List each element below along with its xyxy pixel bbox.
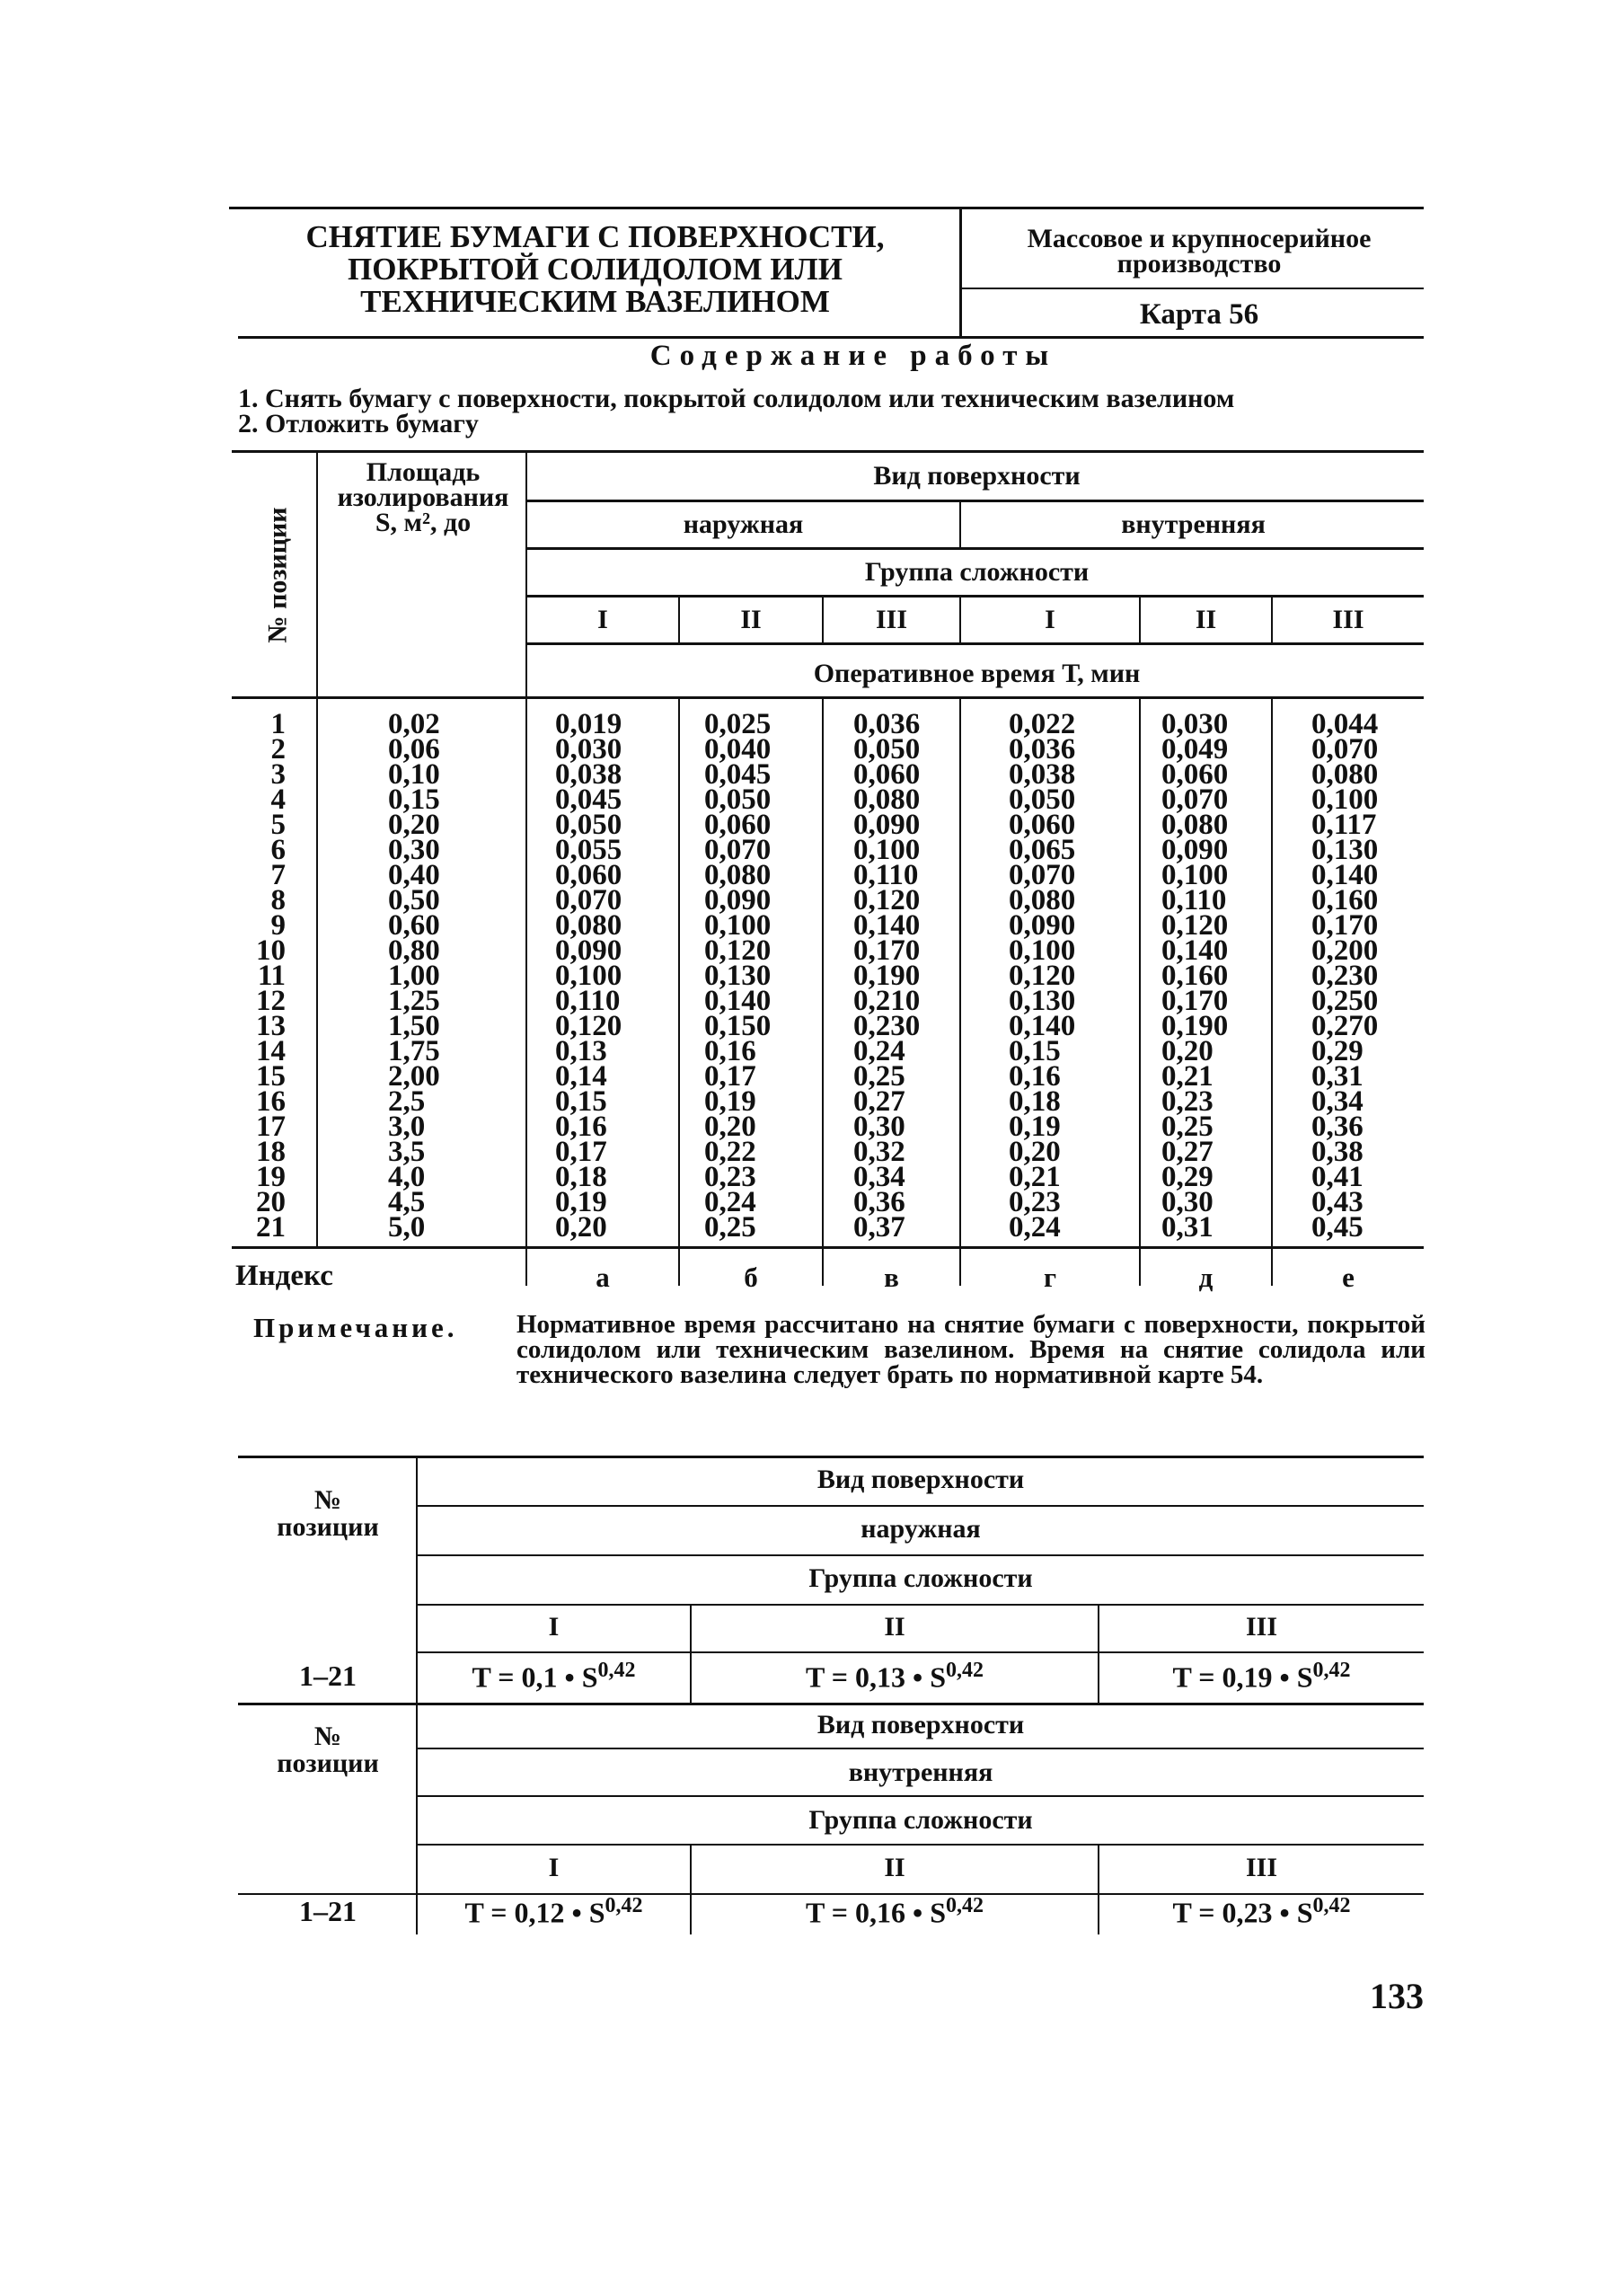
table-cell: 0,110	[555, 985, 621, 1017]
table-cell: 2	[270, 733, 286, 766]
table1-top-rule	[232, 450, 1424, 453]
table2-outer-label: наружная	[861, 1514, 981, 1544]
table2-pos-header-1: № позиции	[277, 1485, 379, 1542]
rule-groups	[525, 595, 1424, 598]
table-cell: 0,022	[1009, 708, 1076, 740]
table-cell: 0,120	[853, 884, 921, 916]
table-cell: 0,200	[1311, 934, 1379, 967]
index-a: а	[596, 1261, 610, 1293]
formula-outer-3: T = 0,19 • S$^{0,42}$	[1172, 1659, 1351, 1694]
table-cell: 0,090	[1161, 834, 1229, 866]
table-cell: 0,19	[704, 1085, 756, 1118]
group-outer-1: I	[597, 605, 608, 634]
formula-inner-3: T = 0,23 • S$^{0,42}$	[1172, 1894, 1351, 1929]
formula-outer-1: T = 0,1 • S$^{0,42}$	[472, 1659, 636, 1694]
table-cell: 0,31	[1311, 1060, 1364, 1093]
table-cell: 0,044	[1311, 708, 1379, 740]
table-cell: 0,17	[555, 1136, 607, 1168]
table-cell: 0,170	[1311, 909, 1379, 942]
table-cell: 0,060	[1161, 758, 1229, 791]
table-cell: 0,20	[555, 1211, 607, 1244]
index-b: б	[744, 1261, 758, 1293]
table-cell: 0,23	[1161, 1085, 1214, 1118]
table-cell: 0,24	[704, 1186, 756, 1218]
vline-outer-inner	[959, 500, 961, 547]
table-cell: 0,270	[1311, 1010, 1379, 1042]
table2-group-3b: III	[1245, 1853, 1278, 1882]
table-cell: 0,16	[555, 1111, 607, 1143]
table-cell: 0,030	[555, 733, 622, 766]
table-cell: 0,090	[1009, 909, 1076, 942]
table-cell: 0,117	[1311, 809, 1377, 841]
table-cell: 0,190	[853, 960, 921, 992]
table-cell: 0,055	[555, 834, 622, 866]
table-cell: 0,10	[388, 758, 440, 791]
table-cell: 0,06	[388, 733, 440, 766]
note-text: Нормативное время рассчитано на снятие бумаги с поверхности, покрытой солидолом или техническим вазелином. Время на снятие солидола или технического вазелина следует брать по нормативной карте 54.	[516, 1310, 1425, 1389]
table1-vline-pos	[316, 450, 318, 1246]
table-cell: 0,19	[555, 1186, 607, 1218]
table-cell: 0,038	[1009, 758, 1076, 791]
table-cell: 0,120	[555, 1010, 622, 1042]
table-cell: 0,036	[853, 708, 921, 740]
index-v: в	[884, 1261, 899, 1293]
production-type: Массовое и крупносерийное производство	[1027, 224, 1372, 279]
table-cell: 0,16	[1009, 1060, 1061, 1093]
document-title	[238, 221, 952, 318]
table-cell: 0,060	[704, 809, 772, 841]
table-cell: 3	[270, 758, 286, 791]
table-cell: 0,20	[388, 809, 440, 841]
table-cell: 0,090	[555, 934, 622, 967]
group-outer-2: II	[740, 605, 762, 634]
table2-group-header-2: Группа сложности	[808, 1805, 1033, 1835]
outer-surface-header: наружная	[683, 509, 804, 539]
note-label: Примечание.	[253, 1312, 458, 1343]
table2-group-3a: III	[1245, 1612, 1278, 1642]
table-cell: 0,170	[1161, 985, 1229, 1017]
table-cell: 0,24	[853, 1035, 905, 1067]
table-cell: 0,30	[853, 1111, 905, 1143]
table-cell: 0,15	[555, 1085, 607, 1118]
table-cell: 0,20	[1161, 1035, 1214, 1067]
table-cell: 0,14	[555, 1060, 607, 1093]
table-cell: 0,120	[704, 934, 772, 967]
table-cell: 0,080	[1161, 809, 1229, 841]
table-cell: 1,75	[388, 1035, 440, 1067]
table-cell: 0,50	[388, 884, 440, 916]
time-column-d	[1161, 708, 1229, 1244]
table-cell: 0,21	[1161, 1060, 1214, 1093]
table-cell: 0,24	[1009, 1211, 1061, 1244]
table-cell: 0,100	[1161, 859, 1229, 891]
table-cell: 0,070	[704, 834, 772, 866]
table-cell: 0,045	[555, 783, 622, 816]
table-cell: 0,32	[853, 1136, 905, 1168]
time-column-b	[704, 708, 772, 1244]
table-cell: 0,065	[1009, 834, 1076, 866]
time-column-g	[1009, 708, 1076, 1244]
table-cell: 0,050	[704, 783, 772, 816]
table-cell: 0,230	[1311, 960, 1379, 992]
table-cell: 0,45	[1311, 1211, 1364, 1244]
table-cell: 0,34	[853, 1161, 905, 1193]
table-cell: 0,070	[1161, 783, 1229, 816]
table2-inner-label: внутренняя	[848, 1757, 993, 1787]
table-cell: 0,15	[1009, 1035, 1061, 1067]
table2-range-1: 1–21	[299, 1660, 357, 1692]
table-cell: 0,21	[1009, 1161, 1061, 1193]
table-cell: 0,31	[1161, 1211, 1214, 1244]
table-cell: 0,40	[388, 859, 440, 891]
group-outer-3: III	[875, 605, 908, 634]
table-cell: 0,30	[1161, 1186, 1214, 1218]
table-cell: 0,080	[1311, 758, 1379, 791]
table-cell: 0,130	[1009, 985, 1076, 1017]
table-cell: 4,0	[388, 1161, 426, 1193]
table-cell: 0,060	[555, 859, 622, 891]
table-cell: 0,29	[1161, 1161, 1214, 1193]
table-cell: 1,50	[388, 1010, 440, 1042]
table-cell: 0,170	[853, 934, 921, 967]
table-cell: 3,5	[388, 1136, 426, 1168]
header-divider	[959, 207, 962, 337]
table-cell: 0,050	[853, 733, 921, 766]
index-label: Индекс	[235, 1260, 333, 1292]
operative-time-header: Оперативное время Т, мин	[813, 659, 1141, 688]
table-cell: 0,250	[1311, 985, 1379, 1017]
group-inner-3: III	[1332, 605, 1364, 634]
rule-surface	[525, 500, 1424, 502]
table-cell: 0,100	[1311, 783, 1379, 816]
table-cell: 0,090	[853, 809, 921, 841]
table-cell: 14	[256, 1035, 286, 1067]
table-cell: 9	[270, 909, 286, 942]
table-cell: 7	[270, 859, 286, 891]
table-cell: 0,25	[704, 1211, 756, 1244]
table-cell: 0,150	[704, 1010, 772, 1042]
formula-inner-1: T = 0,12 • S$^{0,42}$	[464, 1894, 643, 1929]
table-cell: 0,045	[704, 758, 772, 791]
title-line-1: СНЯТИЕ БУМАГИ С ПОВЕРХНОСТИ,	[305, 219, 885, 254]
table-cell: 13	[256, 1010, 286, 1042]
table-cell: 1	[270, 708, 286, 740]
area-column	[388, 708, 440, 1244]
table-cell: 0,100	[555, 960, 622, 992]
table-cell: 0,22	[704, 1136, 756, 1168]
table-cell: 4	[270, 783, 286, 816]
table-cell: 0,60	[388, 909, 440, 942]
card-number: Карта 56	[1139, 298, 1259, 331]
time-column-a	[555, 708, 622, 1244]
table-cell: 0,130	[1311, 834, 1379, 866]
table-cell: 2,5	[388, 1085, 426, 1118]
table-cell: 0,070	[1311, 733, 1379, 766]
table-cell: 0,20	[1009, 1136, 1061, 1168]
table-cell: 0,019	[555, 708, 622, 740]
complexity-group-header: Группа сложности	[864, 557, 1090, 587]
table-cell: 18	[256, 1136, 286, 1168]
header-bottom-rule	[238, 336, 1424, 339]
table-cell: 0,20	[704, 1111, 756, 1143]
table-cell: 0,160	[1161, 960, 1229, 992]
work-steps	[238, 386, 1234, 437]
table-cell: 20	[256, 1186, 286, 1218]
table-cell: 0,230	[853, 1010, 921, 1042]
table2-group-2a: II	[884, 1612, 905, 1642]
table2-group-2b: II	[884, 1853, 905, 1882]
table-cell: 0,41	[1311, 1161, 1364, 1193]
inner-surface-header: внутренняя	[1121, 509, 1266, 539]
table-cell: 0,110	[853, 859, 919, 891]
table-cell: 8	[270, 884, 286, 916]
table-cell: 0,15	[388, 783, 440, 816]
table-cell: 0,036	[1009, 733, 1076, 766]
rule-group-numbers	[525, 642, 1424, 645]
surface-type-header: Вид поверхности	[873, 461, 1081, 491]
table-cell: 0,23	[704, 1161, 756, 1193]
time-column-v	[853, 708, 921, 1244]
table-cell: 4,5	[388, 1186, 426, 1218]
table-cell: 0,38	[1311, 1136, 1364, 1168]
rule-index	[232, 1246, 1424, 1249]
table-cell: 0,34	[1311, 1085, 1364, 1118]
table2-group-1b: I	[548, 1853, 560, 1882]
table-cell: 0,038	[555, 758, 622, 791]
table-cell: 0,23	[1009, 1186, 1061, 1218]
area-header: Площадь изолирования S, м², до	[337, 457, 509, 537]
position-column	[256, 708, 286, 1244]
table-cell: 0,27	[853, 1085, 905, 1118]
contents-title: Содержание работы	[649, 340, 1057, 372]
table-cell: 0,80	[388, 934, 440, 967]
table-cell: 6	[270, 834, 286, 866]
table-cell: 0,160	[1311, 884, 1379, 916]
table2-group-1a: I	[548, 1612, 560, 1642]
table-cell: 0,050	[555, 809, 622, 841]
table-cell: 0,070	[555, 884, 622, 916]
table-cell: 2,00	[388, 1060, 440, 1093]
table-cell: 0,090	[704, 884, 772, 916]
table-cell: 0,080	[853, 783, 921, 816]
table-cell: 0,16	[704, 1035, 756, 1067]
table-cell: 10	[256, 934, 286, 967]
title-line-2: ПОКРЫТОЙ СОЛИДОЛОМ ИЛИ	[348, 252, 843, 287]
table-cell: 0,36	[853, 1186, 905, 1218]
table-cell: 0,43	[1311, 1186, 1364, 1218]
formula-inner-2: T = 0,16 • S$^{0,42}$	[806, 1894, 984, 1929]
table-cell: 5	[270, 809, 286, 841]
position-header: № позиции	[263, 507, 294, 643]
table-cell: 0,130	[704, 960, 772, 992]
table-cell: 0,040	[704, 733, 772, 766]
table-cell: 0,030	[1161, 708, 1229, 740]
table-cell: 0,100	[1009, 934, 1076, 967]
table-cell: 0,080	[704, 859, 772, 891]
table-cell: 19	[256, 1161, 286, 1193]
group-inner-1: I	[1045, 605, 1055, 634]
table-cell: 0,049	[1161, 733, 1229, 766]
table-cell: 21	[256, 1211, 286, 1244]
table-cell: 0,13	[555, 1035, 607, 1067]
time-column-e	[1311, 708, 1379, 1244]
table-cell: 0,080	[1009, 884, 1076, 916]
table-cell: 0,140	[1009, 1010, 1076, 1042]
index-g: г	[1043, 1261, 1057, 1293]
header-top-rule	[229, 207, 1424, 209]
table-cell: 0,060	[1009, 809, 1076, 841]
index-d: д	[1198, 1261, 1214, 1293]
formula-outer-2: T = 0,13 • S$^{0,42}$	[806, 1659, 984, 1694]
table-cell: 17	[256, 1111, 286, 1143]
header-card-rule	[959, 288, 1424, 289]
table-cell: 0,110	[1161, 884, 1227, 916]
table-cell: 0,30	[388, 834, 440, 866]
table2-group-header-1: Группа сложности	[808, 1563, 1033, 1593]
table2-pos-header-2: № позиции	[277, 1722, 379, 1778]
table-cell: 0,070	[1009, 859, 1076, 891]
title-line-3: ТЕХНИЧЕСКИМ ВАЗЕЛИНОМ	[360, 284, 830, 319]
table-cell: 1,00	[388, 960, 440, 992]
table-cell: 0,140	[853, 909, 921, 942]
table-cell: 0,140	[1311, 859, 1379, 891]
table-cell: 0,210	[853, 985, 921, 1017]
table-cell: 0,120	[1009, 960, 1076, 992]
rule-header-bottom	[232, 696, 1424, 699]
table-cell: 0,27	[1161, 1136, 1214, 1168]
index-e: е	[1342, 1261, 1355, 1293]
table-cell: 0,19	[1009, 1111, 1061, 1143]
table-cell: 0,190	[1161, 1010, 1229, 1042]
table-cell: 0,100	[704, 909, 772, 942]
page-number: 133	[1370, 1976, 1424, 2016]
table-cell: 12	[256, 985, 286, 1017]
table1-vline-area	[525, 450, 527, 1286]
table2-range-2: 1–21	[299, 1895, 357, 1927]
step-2: 2. Отложить бумагу	[238, 409, 479, 438]
table-cell: 0,060	[853, 758, 921, 791]
table-cell: 0,100	[853, 834, 921, 866]
step-1: 1. Снять бумагу с поверхности, покрытой солидолом или техническим вазелином	[238, 384, 1235, 413]
rule-outer-inner	[525, 547, 1424, 550]
table-cell: 0,120	[1161, 909, 1229, 942]
table-cell: 0,050	[1009, 783, 1076, 816]
table-cell: 3,0	[388, 1111, 426, 1143]
table-cell: 15	[256, 1060, 286, 1093]
table-cell: 0,25	[1161, 1111, 1214, 1143]
table-cell: 0,29	[1311, 1035, 1364, 1067]
table-cell: 16	[256, 1085, 286, 1118]
table-cell: 0,02	[388, 708, 440, 740]
table-cell: 0,18	[1009, 1085, 1061, 1118]
table-cell: 0,140	[704, 985, 772, 1017]
table-cell: 0,36	[1311, 1111, 1364, 1143]
table2-surface-header-1: Вид поверхности	[816, 1465, 1025, 1494]
table-cell: 0,18	[555, 1161, 607, 1193]
table-cell: 1,25	[388, 985, 440, 1017]
table2-surface-header-2: Вид поверхности	[816, 1710, 1025, 1739]
table-cell: 0,17	[704, 1060, 756, 1093]
table-cell: 11	[257, 960, 286, 992]
table-cell: 0,37	[853, 1211, 905, 1244]
table-cell: 0,080	[555, 909, 622, 942]
group-inner-2: II	[1195, 605, 1217, 634]
table-cell: 0,140	[1161, 934, 1229, 967]
table-cell: 0,025	[704, 708, 772, 740]
table-cell: 5,0	[388, 1211, 426, 1244]
table-cell: 0,25	[853, 1060, 905, 1093]
